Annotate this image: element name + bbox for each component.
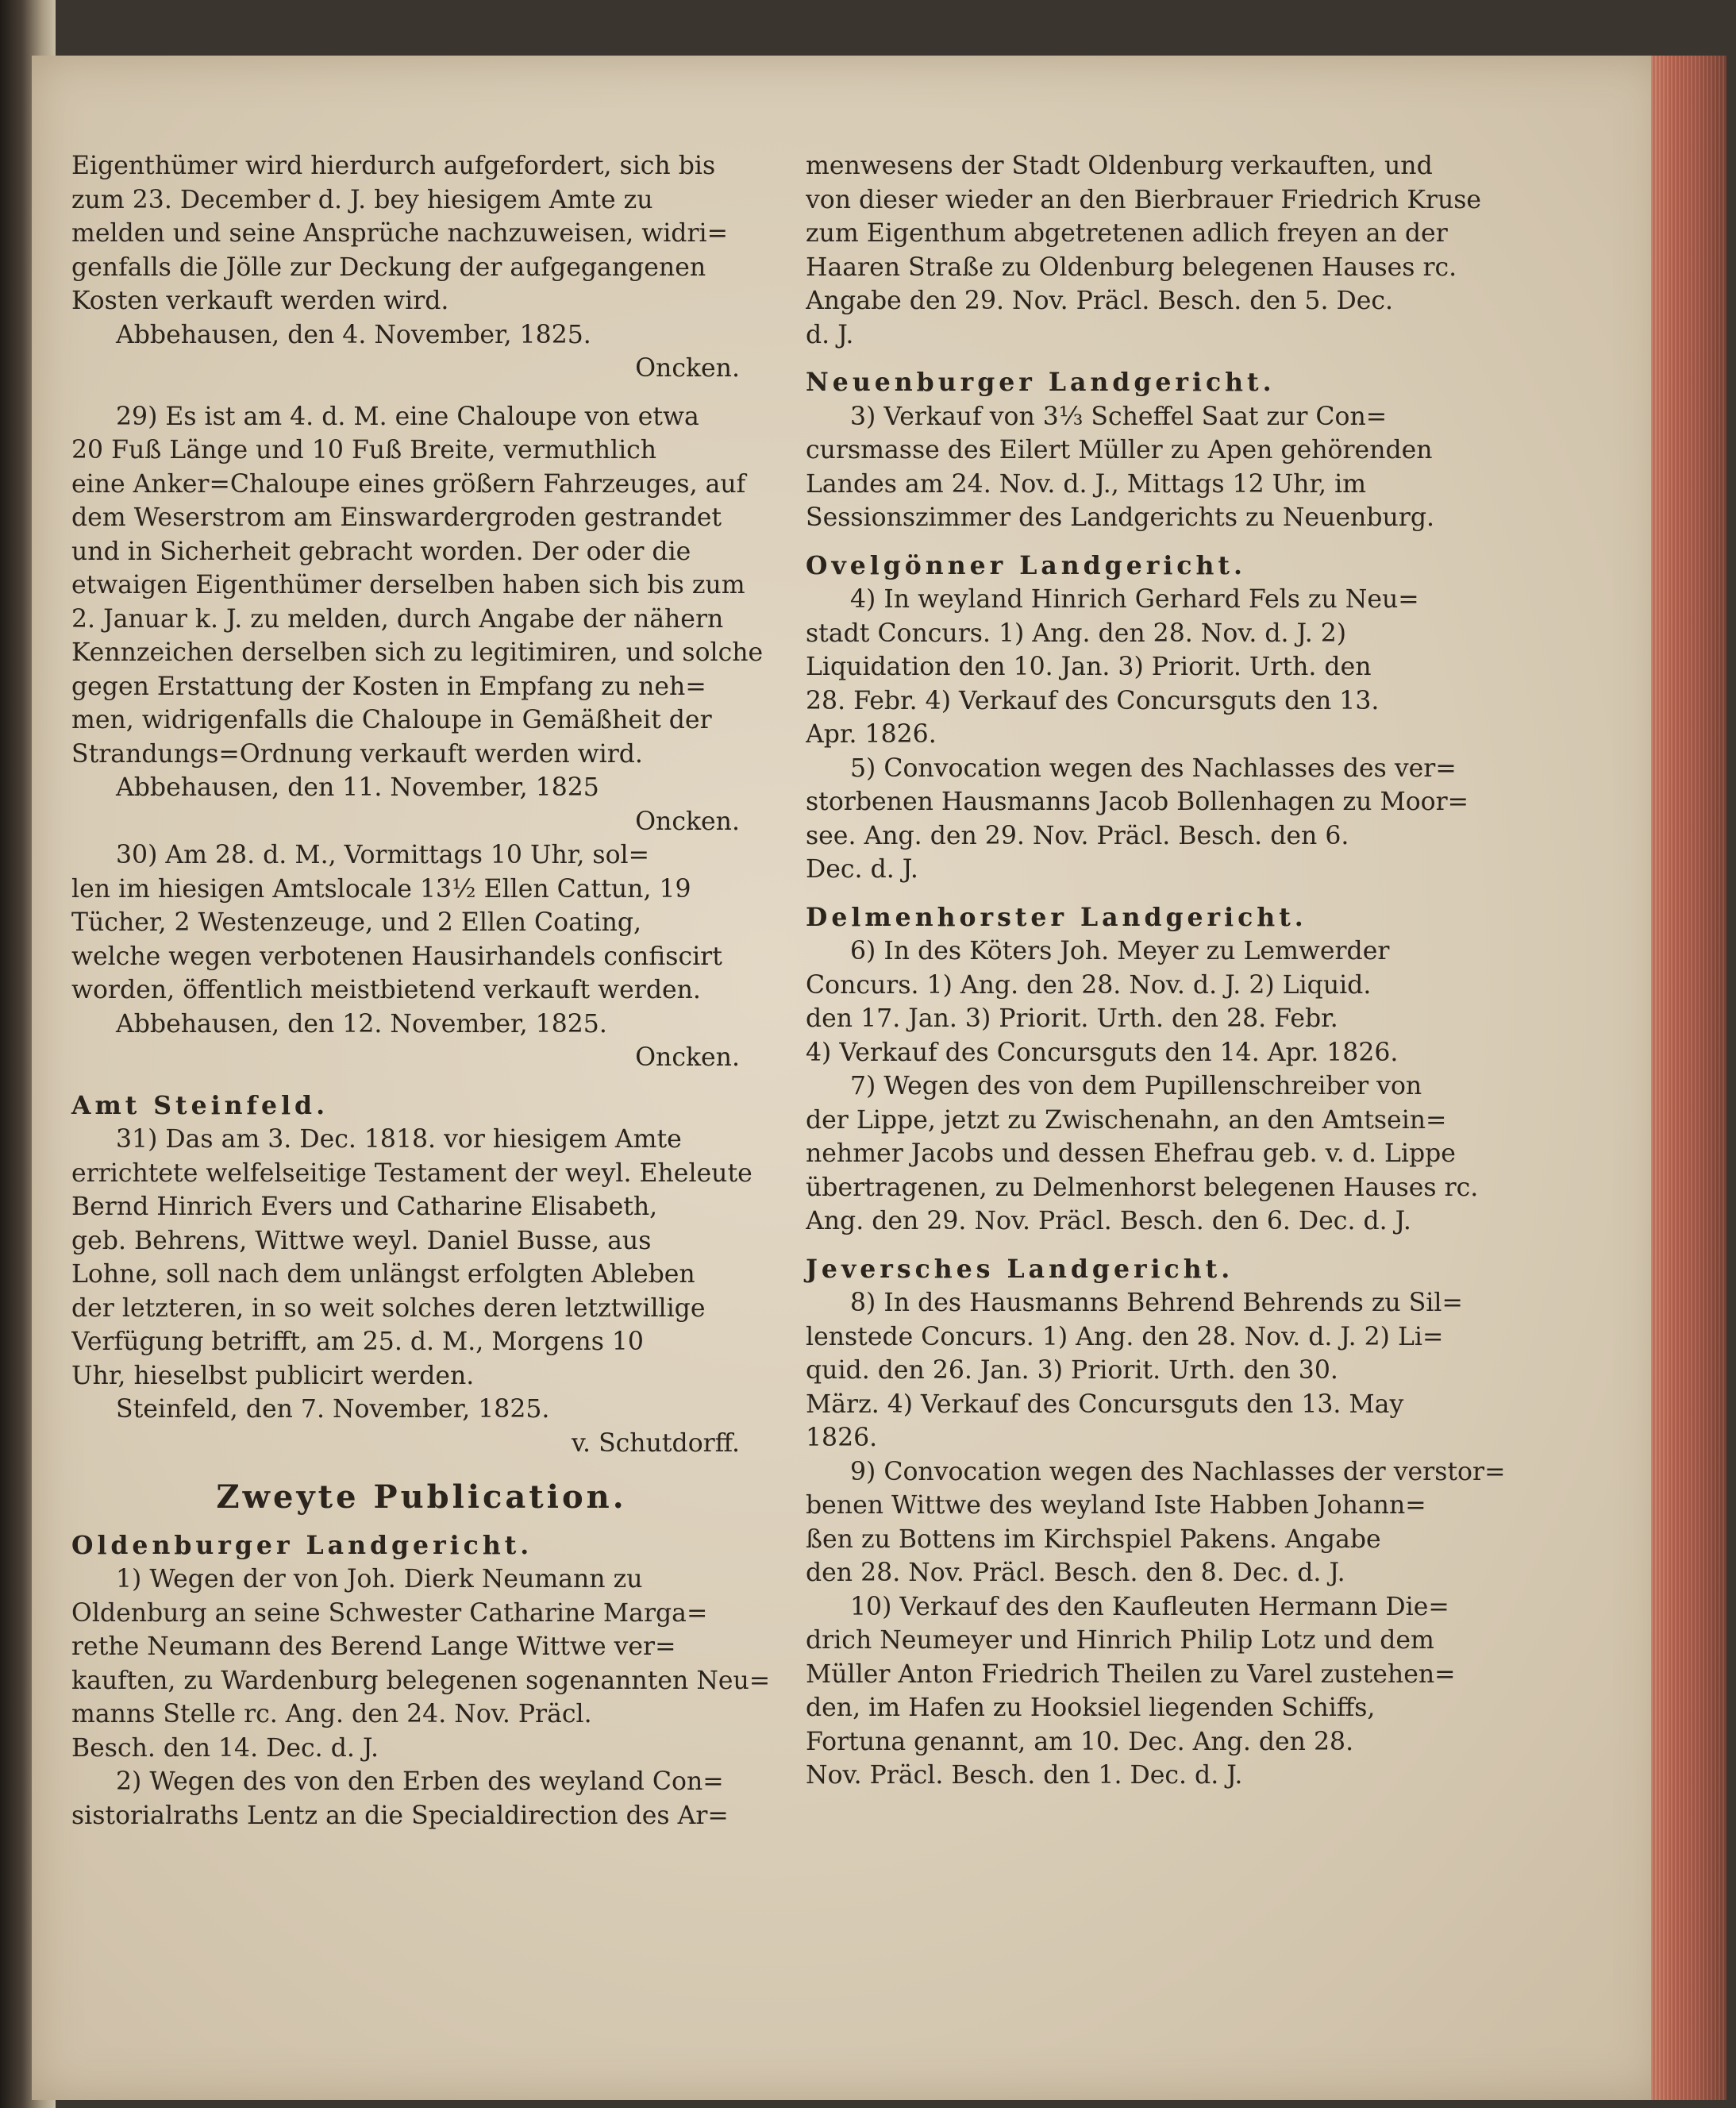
- text-line: welche wegen verbotenen Hausirhandels confiscirt: [71, 942, 722, 971]
- text-line: ßen zu Bottens im Kirchspiel Pakens. Angabe: [806, 1524, 1381, 1554]
- text-line: Verfügung betrifft, am 25. d. M., Morgens 10: [71, 1328, 644, 1356]
- paragraph-start-line: Abbehausen, den 12. November, 1825.: [116, 1009, 607, 1039]
- text-line: Concurs. 1) Ang. den 28. Nov. d. J. 2) Liquid.: [806, 970, 1372, 1000]
- text-line: Lohne, soll nach dem unlängst erfolgten Ableben: [71, 1260, 695, 1289]
- text-line: Haaren Straße zu Oldenburg belegenen Hauses rc.: [806, 252, 1457, 282]
- text-line: und in Sicherheit gebracht worden. Der oder die: [71, 537, 691, 566]
- section-heading: Neuenburger Landgericht.: [806, 368, 1276, 397]
- text-line: etwaigen Eigenthümer derselben haben sich bis zum: [71, 571, 745, 599]
- text-line: menwesens der Stadt Oldenburg verkauften, und: [806, 152, 1433, 180]
- paragraph-start-line: Abbehausen, den 4. November, 1825.: [116, 320, 591, 349]
- paragraph-start-line: 2) Wegen des von den Erben des weyland Con=: [116, 1767, 724, 1796]
- spacer: [71, 1075, 772, 1089]
- text-line: lenstede Concurs. 1) Ang. den 28. Nov. d. J. 2) Li=: [806, 1322, 1444, 1351]
- text-line: benen Wittwe des weyland Iste Habben Johann=: [806, 1491, 1426, 1520]
- text-line: errichtete welfelseitige Testament der weyl. Eheleute: [71, 1158, 753, 1188]
- page-edge-texture: [1651, 56, 1726, 2100]
- text-line: den 28. Nov. Präcl. Besch. den 8. Dec. d. J.: [806, 1559, 1345, 1587]
- spacer: [806, 887, 1508, 901]
- text-line: Kosten verkauft werden wird.: [71, 287, 449, 315]
- section-heading: Oldenburger Landgericht.: [71, 1530, 533, 1560]
- text-line: drich Neumeyer und Hinrich Philip Lotz und dem: [806, 1626, 1434, 1655]
- text-line: Liquidation den 10. Jan. 3) Priorit. Urth. den: [806, 653, 1372, 681]
- paragraph-start-line: 31) Das am 3. Dec. 1818. vor hiesigem Amte: [116, 1125, 682, 1154]
- text-line: rethe Neumann des Berend Lange Wittwe ver=: [71, 1632, 676, 1661]
- text-line: Nov. Präcl. Besch. den 1. Dec. d. J.: [806, 1761, 1243, 1790]
- text-line: Kennzeichen derselben sich zu legitimiren, und solche: [71, 638, 764, 667]
- text-line: Apr. 1826.: [806, 720, 937, 749]
- text-line: der letzteren, in so weit solches deren letztwillige: [71, 1293, 706, 1323]
- section-heading: Jeversches Landgericht.: [806, 1254, 1234, 1284]
- section-heading: Ovelgönner Landgericht.: [806, 550, 1246, 580]
- signature-line: Oncken.: [635, 354, 740, 383]
- text-line: len im hiesigen Amtslocale 13½ Ellen Cattun, 19: [71, 874, 691, 904]
- text-line: März. 4) Verkauf des Concursguts den 13. May: [806, 1389, 1404, 1419]
- text-line: worden, öffentlich meistbietend verkauft werden.: [71, 976, 701, 1004]
- text-line: Landes am 24. Nov. d. J., Mittags 12 Uhr, im: [806, 469, 1367, 499]
- paragraph-start-line: Abbehausen, den 11. November, 1825: [116, 773, 599, 802]
- paragraph-start-line: 7) Wegen des von dem Pupillenschreiber von: [850, 1072, 1422, 1100]
- text-line: Sessionszimmer des Landgerichts zu Neuenburg.: [806, 503, 1435, 532]
- text-line: Ang. den 29. Nov. Präcl. Besch. den 6. Dec. d. J.: [806, 1207, 1411, 1235]
- text-line: Besch. den 14. Dec. d. J.: [71, 1733, 379, 1763]
- text-line: gegen Erstattung der Kosten in Empfang zu neh=: [71, 672, 706, 701]
- text-line: Eigenthümer wird hierdurch aufgefordert, sich bis: [71, 152, 716, 180]
- spacer: [71, 386, 772, 400]
- text-line: 2. Januar k. J. zu melden, durch Angabe der nähern: [71, 604, 724, 634]
- text-line: quid. den 26. Jan. 3) Priorit. Urth. den 30.: [806, 1356, 1338, 1385]
- text-line: eine Anker=Chaloupe eines größern Fahrzeuges, auf: [71, 469, 746, 499]
- section-heading: Delmenhorster Landgericht.: [806, 902, 1307, 932]
- paragraph-start-line: 30) Am 28. d. M., Vormittags 10 Uhr, sol=: [116, 841, 650, 869]
- text-line: dem Weserstrom am Einswardergroden gestrandet: [71, 503, 722, 532]
- text-line: 1826.: [806, 1424, 878, 1452]
- spacer: [806, 535, 1508, 549]
- text-line: Tücher, 2 Westenzeuge, und 2 Ellen Coating,: [71, 908, 642, 937]
- text-line: geb. Behrens, Wittwe weyl. Daniel Busse, aus: [71, 1226, 652, 1255]
- text-line: 20 Fuß Länge und 10 Fuß Breite, vermuthlich: [71, 436, 657, 464]
- text-line: zum 23. December d. J. bey hiesigem Amte zu: [71, 185, 653, 214]
- paragraph-start-line: 3) Verkauf von 3⅓ Scheffel Saat zur Con=: [850, 402, 1388, 431]
- signature-line: v. Schutdorff.: [572, 1428, 740, 1458]
- text-line: Bernd Hinrich Evers und Catharine Elisabeth,: [71, 1193, 658, 1221]
- text-line: Dec. d. J.: [806, 855, 918, 884]
- right-text-column: [806, 149, 1508, 1793]
- text-line: nehmer Jacobs und dessen Ehefrau geb. v. d. Lippe: [806, 1139, 1456, 1168]
- paragraph-start-line: Steinfeld, den 7. November, 1825.: [116, 1395, 550, 1424]
- text-line: Müller Anton Friedrich Theilen zu Varel zustehen=: [806, 1659, 1456, 1689]
- signature-line: Oncken.: [635, 1043, 740, 1072]
- left-text-column: [71, 149, 772, 1832]
- text-line: übertragenen, zu Delmenhorst belegenen Hauses rc.: [806, 1173, 1479, 1202]
- spacer: [71, 1460, 772, 1474]
- text-line: der Lippe, jetzt zu Zwischenahn, an den Amtsein=: [806, 1105, 1447, 1135]
- text-line: 28. Febr. 4) Verkauf des Concursguts den 13.: [806, 686, 1380, 715]
- text-line: von dieser wieder an den Bierbrauer Friedrich Kruse: [806, 185, 1482, 214]
- text-line: stadt Concurs. 1) Ang. den 28. Nov. d. J. 2): [806, 619, 1347, 648]
- text-line: den 17. Jan. 3) Priorit. Urth. den 28. Febr.: [806, 1004, 1338, 1033]
- paragraph-start-line: 8) In des Hausmanns Behrend Behrends zu Sil=: [850, 1289, 1463, 1317]
- text-line: melden und seine Ansprüche nachzuweisen, widri=: [71, 219, 728, 248]
- text-line: kauften, zu Wardenburg belegenen sogenannten Neu=: [71, 1666, 771, 1695]
- text-line: Strandungs=Ordnung verkauft werden wird.: [71, 739, 643, 769]
- paragraph-start-line: 10) Verkauf des den Kaufleuten Hermann Die=: [850, 1592, 1449, 1621]
- text-line: den, im Hafen zu Hooksiel liegenden Schiffs,: [806, 1694, 1376, 1722]
- text-line: storbenen Hausmanns Jacob Bollenhagen zu Moor=: [806, 788, 1469, 816]
- spacer: [806, 352, 1508, 366]
- paragraph-start-line: 9) Convocation wegen des Nachlasses der verstor=: [850, 1457, 1506, 1486]
- publication-title: Zweyte Publication.: [216, 1478, 627, 1516]
- text-line: genfalls die Jölle zur Deckung der aufgegangenen: [71, 252, 706, 282]
- text-line: zum Eigenthum abgetretenen adlich freyen an der: [806, 219, 1448, 248]
- paragraph-start-line: 5) Convocation wegen des Nachlasses des ver=: [850, 753, 1457, 783]
- text-line: men, widrigenfalls die Chaloupe in Gemäßheit der: [71, 706, 712, 734]
- paragraph-start-line: 6) In des Köters Joh. Meyer zu Lemwerder: [850, 937, 1390, 965]
- text-line: sistorialraths Lentz an die Specialdirection des Ar=: [71, 1801, 729, 1830]
- text-line: Uhr, hieselbst publicirt werden.: [71, 1361, 475, 1390]
- text-line: d. J.: [806, 320, 854, 349]
- text-line: Fortuna genannt, am 10. Dec. Ang. den 28.: [806, 1727, 1354, 1756]
- spacer: [806, 1239, 1508, 1253]
- text-line: Oldenburg an seine Schwester Catharine Marga=: [71, 1598, 708, 1628]
- signature-line: Oncken.: [635, 807, 740, 836]
- text-line: 4) Verkauf des Concursguts den 14. Apr. 1826.: [806, 1038, 1399, 1067]
- paragraph-start-line: 29) Es ist am 4. d. M. eine Chaloupe von etwa: [116, 402, 699, 431]
- paragraph-start-line: 4) In weyland Hinrich Gerhard Fels zu Neu=: [850, 585, 1419, 614]
- text-line: see. Ang. den 29. Nov. Präcl. Besch. den 6.: [806, 821, 1349, 850]
- text-line: manns Stelle rc. Ang. den 24. Nov. Präcl.: [71, 1700, 592, 1728]
- text-line: Angabe den 29. Nov. Präcl. Besch. den 5. Dec.: [806, 287, 1394, 315]
- section-heading: Amt Steinfeld.: [71, 1090, 329, 1120]
- text-line: cursmasse des Eilert Müller zu Apen gehörenden: [806, 436, 1433, 464]
- paragraph-start-line: 1) Wegen der von Joh. Dierk Neumann zu: [116, 1565, 643, 1594]
